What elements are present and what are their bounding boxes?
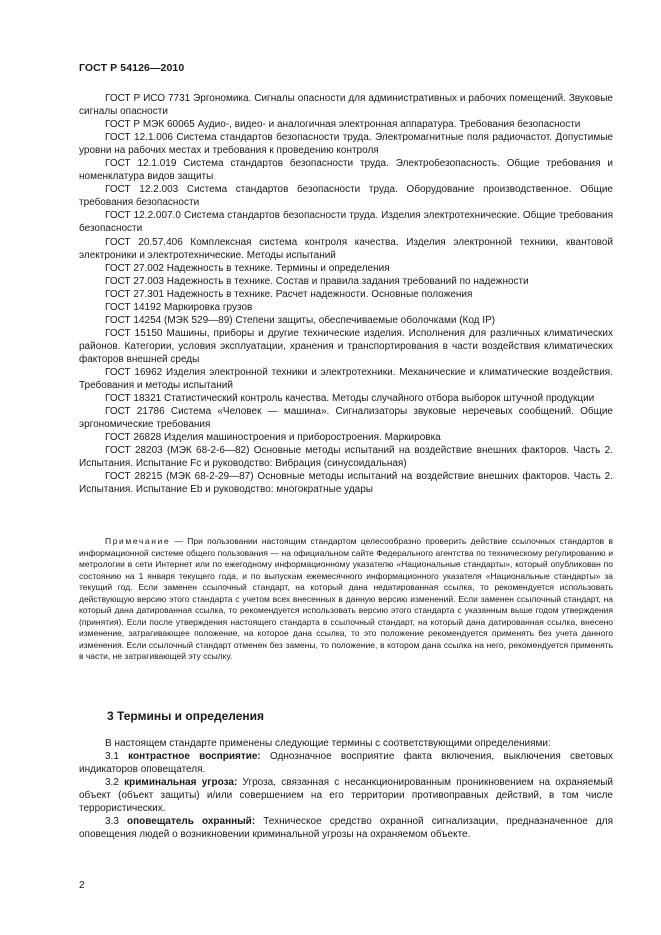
term-entry — [79, 776, 613, 815]
reference-item: ГОСТ 16962 Изделия электронной техники и электротехники. Механические и климатические воздействия. Требования и методы испытаний — [79, 366, 613, 392]
term-name: оповещатель охранный: — [126, 816, 256, 828]
section-terms — [79, 708, 613, 841]
page-number: 2 — [79, 880, 85, 891]
term-name: контрастное восприятие: — [128, 751, 261, 763]
term-entry — [79, 815, 613, 841]
reference-item: ГОСТ 27.301 Надежность в технике. Расчет надежности. Основные положения — [105, 288, 473, 300]
normative-references — [79, 92, 613, 496]
reference-item: ГОСТ 18321 Статистический контроль качества. Методы случайного отбора выборок штучной продукции — [105, 393, 595, 405]
reference-item: ГОСТ 12.1.019 Система стандартов безопасности труда. Электробезопасность. Общие требования и номенклатура видов защиты — [79, 158, 613, 183]
term-number: 3.2 — [105, 777, 125, 789]
section-heading: 3 Термины и определения — [107, 709, 265, 723]
reference-item: ГОСТ 28203 (МЭК 68-2-6—82) Основные методы испытаний на воздействие внешних факторов. Часть 2. Испытания. Испытание Fc и руководство: Вибрация (синусоидальная) — [79, 445, 613, 470]
reference-item: ГОСТ 27.002 Надежность в технике. Термины и определения — [105, 262, 390, 274]
reference-item: ГОСТ 28215 (МЭК 68-2-29—87) Основные методы испытаний на воздействие внешних факторов. Часть 2. Испытания. Испытание Eb и руководство: многократные удары — [79, 471, 613, 496]
reference-item: ГОСТ 14254 (МЭК 529—89) Степени защиты, обеспечиваемые оболочками (Код IP) — [105, 314, 496, 326]
term-definition: Техническое средство охранной сигнализации, предназначенное для оповещения людей о возникновении криминальной угрозы на охраняемом объекте. — [79, 816, 613, 841]
page-header: ГОСТ Р 54126—2010 — [79, 62, 185, 74]
note-text: — При пользовании настоящим стандартом целесообразно проверить действие ссылочных стандартов в информационной системе общего пользования — на официальном сайте Федерального агентства по техническому регулированию и метрологии в сети Интернет или по ежегодному информационному указателю «Национальные стандарты», который опубликован по состоянию на 1 января текущего года, и по выпускам ежемесячного информационного указателя «Национальные стандарты» за текущий год. Если заменен ссылочный стандарт, на который дана недатированная ссылка, то рекомендуется использовать действующую версию этого стандарта с учетом всех внесенных в данную версию изменений. Если заменен ссылочный стандарт, на который дана датированная ссылка, то рекомендуется использовать версию этого стандарта с указанным выше годом утверждения (принятия). Если после утверждения настоящего стандарта в ссылочный стандарт, на который дана датированная ссылка, внесено изменение, затрагивающее положение, на которое дана ссылка, то это положение рекомендуется применять без учета данного изменения. Если ссылочный стандарт отменен без замены, то положение, в котором дана ссылка на него, рекомендуется применять в части, не затрагивающей эту ссылку. — [79, 536, 613, 661]
reference-item: ГОСТ 12.1.006 Система стандартов безопасности труда. Электромагнитные поля радиочастот. Допустимые уровни на рабочих местах и требования к проведению контроля — [79, 132, 613, 157]
reference-item: ГОСТ Р МЭК 60065 Аудио-, видео- и аналогичная электронная аппаратура. Требования безопасности — [105, 119, 581, 131]
reference-item: ГОСТ Р ИСО 7731 Эргономика. Сигналы опасности для административных и рабочих помещений. Звуковые сигналы опасности — [79, 93, 613, 118]
term-number: 3.1 — [105, 751, 129, 763]
term-definition: Однозначное восприятие факта включения, выключения световых индикаторов оповещателя. — [79, 751, 613, 776]
reference-item: ГОСТ 15150 Машины, приборы и другие технические изделия. Исполнения для различных климатических районов. Категории, условия эксплуатации, хранения и транспортирования в части воздействия климатических факторов внешней среды — [79, 327, 613, 365]
reference-item: ГОСТ 14192 Маркировка грузов — [105, 301, 253, 313]
reference-item: ГОСТ 12.2.003 Система стандартов безопасности труда. Оборудование производственное. Общие требования безопасности — [79, 184, 613, 209]
note-label: Примечание — [105, 536, 171, 546]
term-name: криминальная угроза: — [124, 777, 238, 789]
term-definition: Угроза, связанная с несанкционированным проникновением на охраняемый объект (объект защиты) и/или совершением на его территории противоправных действий, в том числе террористических. — [79, 777, 614, 815]
reference-item: ГОСТ 26828 Изделия машиностроения и приборостроения. Маркировка — [105, 432, 441, 444]
reference-item: ГОСТ 21786 Система «Человек — машина». Сигнализаторы звуковые неречевых сообщений. Общие эргономические требования — [79, 406, 613, 431]
reference-item: ГОСТ 12.2.007.0 Система стандартов безопасности труда. Изделия электротехнические. Общие требования безопасности — [79, 210, 613, 235]
note-paragraph — [79, 536, 613, 663]
term-number: 3.3 — [105, 816, 127, 828]
reference-item: ГОСТ 27.003 Надежность в технике. Состав и правила задания требований по надежности — [105, 275, 529, 287]
reference-item: ГОСТ 20.57.406 Комплексная система контроля качества. Изделия электронной техники, квантовой электроники и электротехнические. Методы испытаний — [79, 236, 613, 261]
section-intro: В настоящем стандарте применены следующие термины с соответствующими определениями: — [105, 738, 551, 749]
references-note — [79, 536, 613, 663]
term-entry — [79, 750, 613, 776]
